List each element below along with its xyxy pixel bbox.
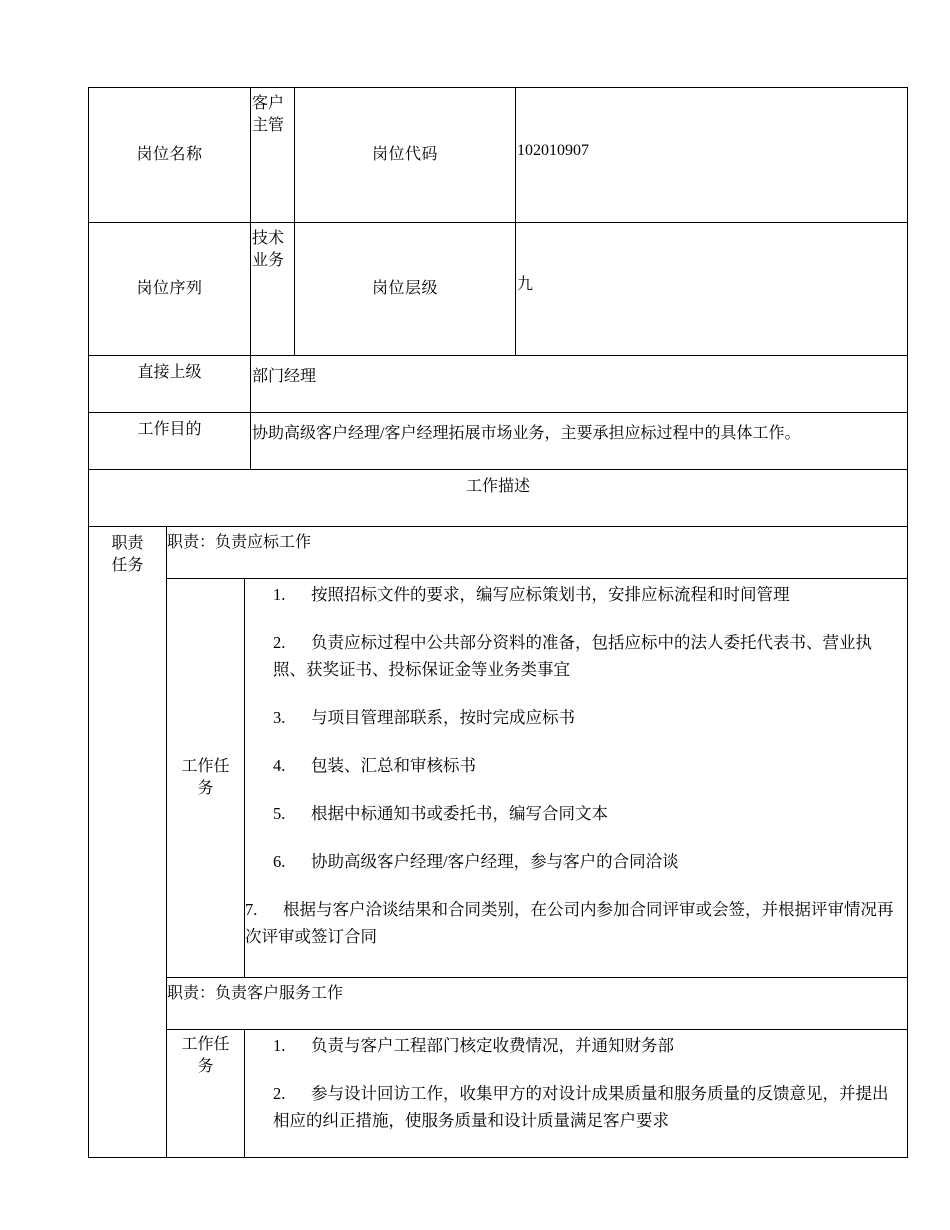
duty-2-task-2: 2. 参与设计回访工作，收集甲方的对设计成果质量和服务质量的反馈意见，并提出相应的纠正措施，使服务质量和设计质量满足客户要求 xyxy=(273,1084,889,1130)
duty-1-title-row xyxy=(89,527,908,579)
purpose-value: 协助高级客户经理/客户经理拓展市场业务，主要承担应标过程中的具体工作。 xyxy=(251,413,908,470)
post-level-value: 九 xyxy=(516,223,908,356)
duty-2-task-list xyxy=(245,1030,908,1158)
purpose-label: 工作目的 xyxy=(89,413,251,470)
row-superior xyxy=(89,356,908,413)
duty-1-task-6: 6. 协助高级客户经理/客户经理，参与客户的合同洽谈 xyxy=(273,852,679,871)
job-description-table xyxy=(88,87,908,1158)
row-post-name xyxy=(89,88,908,223)
duty-1-task-label xyxy=(167,579,245,978)
duty-1-title: 职责：负责应标工作 xyxy=(167,527,908,579)
duty-1-task-5: 5. 根据中标通知书或委托书，编写合同文本 xyxy=(273,804,608,823)
duty-1-task-2: 2. 负责应标过程中公共部分资料的准备，包括应标中的法人委托代表书、营业执照、获奖证书、投标保证金等业务类事宜 xyxy=(273,633,872,679)
superior-value: 部门经理 xyxy=(251,356,908,413)
post-series-label: 岗位序列 xyxy=(89,223,251,356)
row-purpose xyxy=(89,413,908,470)
row-post-series xyxy=(89,223,908,356)
duty-1-task-1: 1. 按照招标文件的要求，编写应标策划书，安排应标流程和时间管理 xyxy=(273,585,790,604)
duties-label-text: 职责任务 xyxy=(111,535,144,574)
duty-2-tasks-row xyxy=(89,1030,908,1158)
description-header: 工作描述 xyxy=(89,470,908,527)
post-code-label: 岗位代码 xyxy=(295,88,516,223)
duty-1-task-4: 4. 包装、汇总和审核标书 xyxy=(273,756,476,775)
post-series-value: 技术业务 xyxy=(251,223,295,356)
duty-2-task-label-text: 工作任务 xyxy=(181,1036,230,1075)
post-name-value: 客户主管 xyxy=(251,88,295,223)
duty-1-tasks-row xyxy=(89,579,908,978)
duty-2-title: 职责：负责客户服务工作 xyxy=(167,978,908,1030)
duty-2-title-row xyxy=(89,978,908,1030)
duties-label xyxy=(89,527,167,1158)
duty-1-task-7: 7. 根据与客户洽谈结果和合同类别，在公司内参加合同评审或会签，并根据评审情况再次评审或签订合同 xyxy=(245,900,894,946)
superior-label: 直接上级 xyxy=(89,356,251,413)
row-description-header xyxy=(89,470,908,527)
post-level-label: 岗位层级 xyxy=(295,223,516,356)
duty-2-task-label xyxy=(167,1030,245,1158)
post-name-label: 岗位名称 xyxy=(89,88,251,223)
duty-1-task-3: 3. 与项目管理部联系，按时完成应标书 xyxy=(273,708,575,727)
post-code-value: 102010907 xyxy=(516,88,908,223)
duty-1-task-label-text: 工作任务 xyxy=(181,758,230,797)
duty-1-task-list xyxy=(245,579,908,978)
duty-2-task-1: 1. 负责与客户工程部门核定收费情况，并通知财务部 xyxy=(273,1036,674,1055)
